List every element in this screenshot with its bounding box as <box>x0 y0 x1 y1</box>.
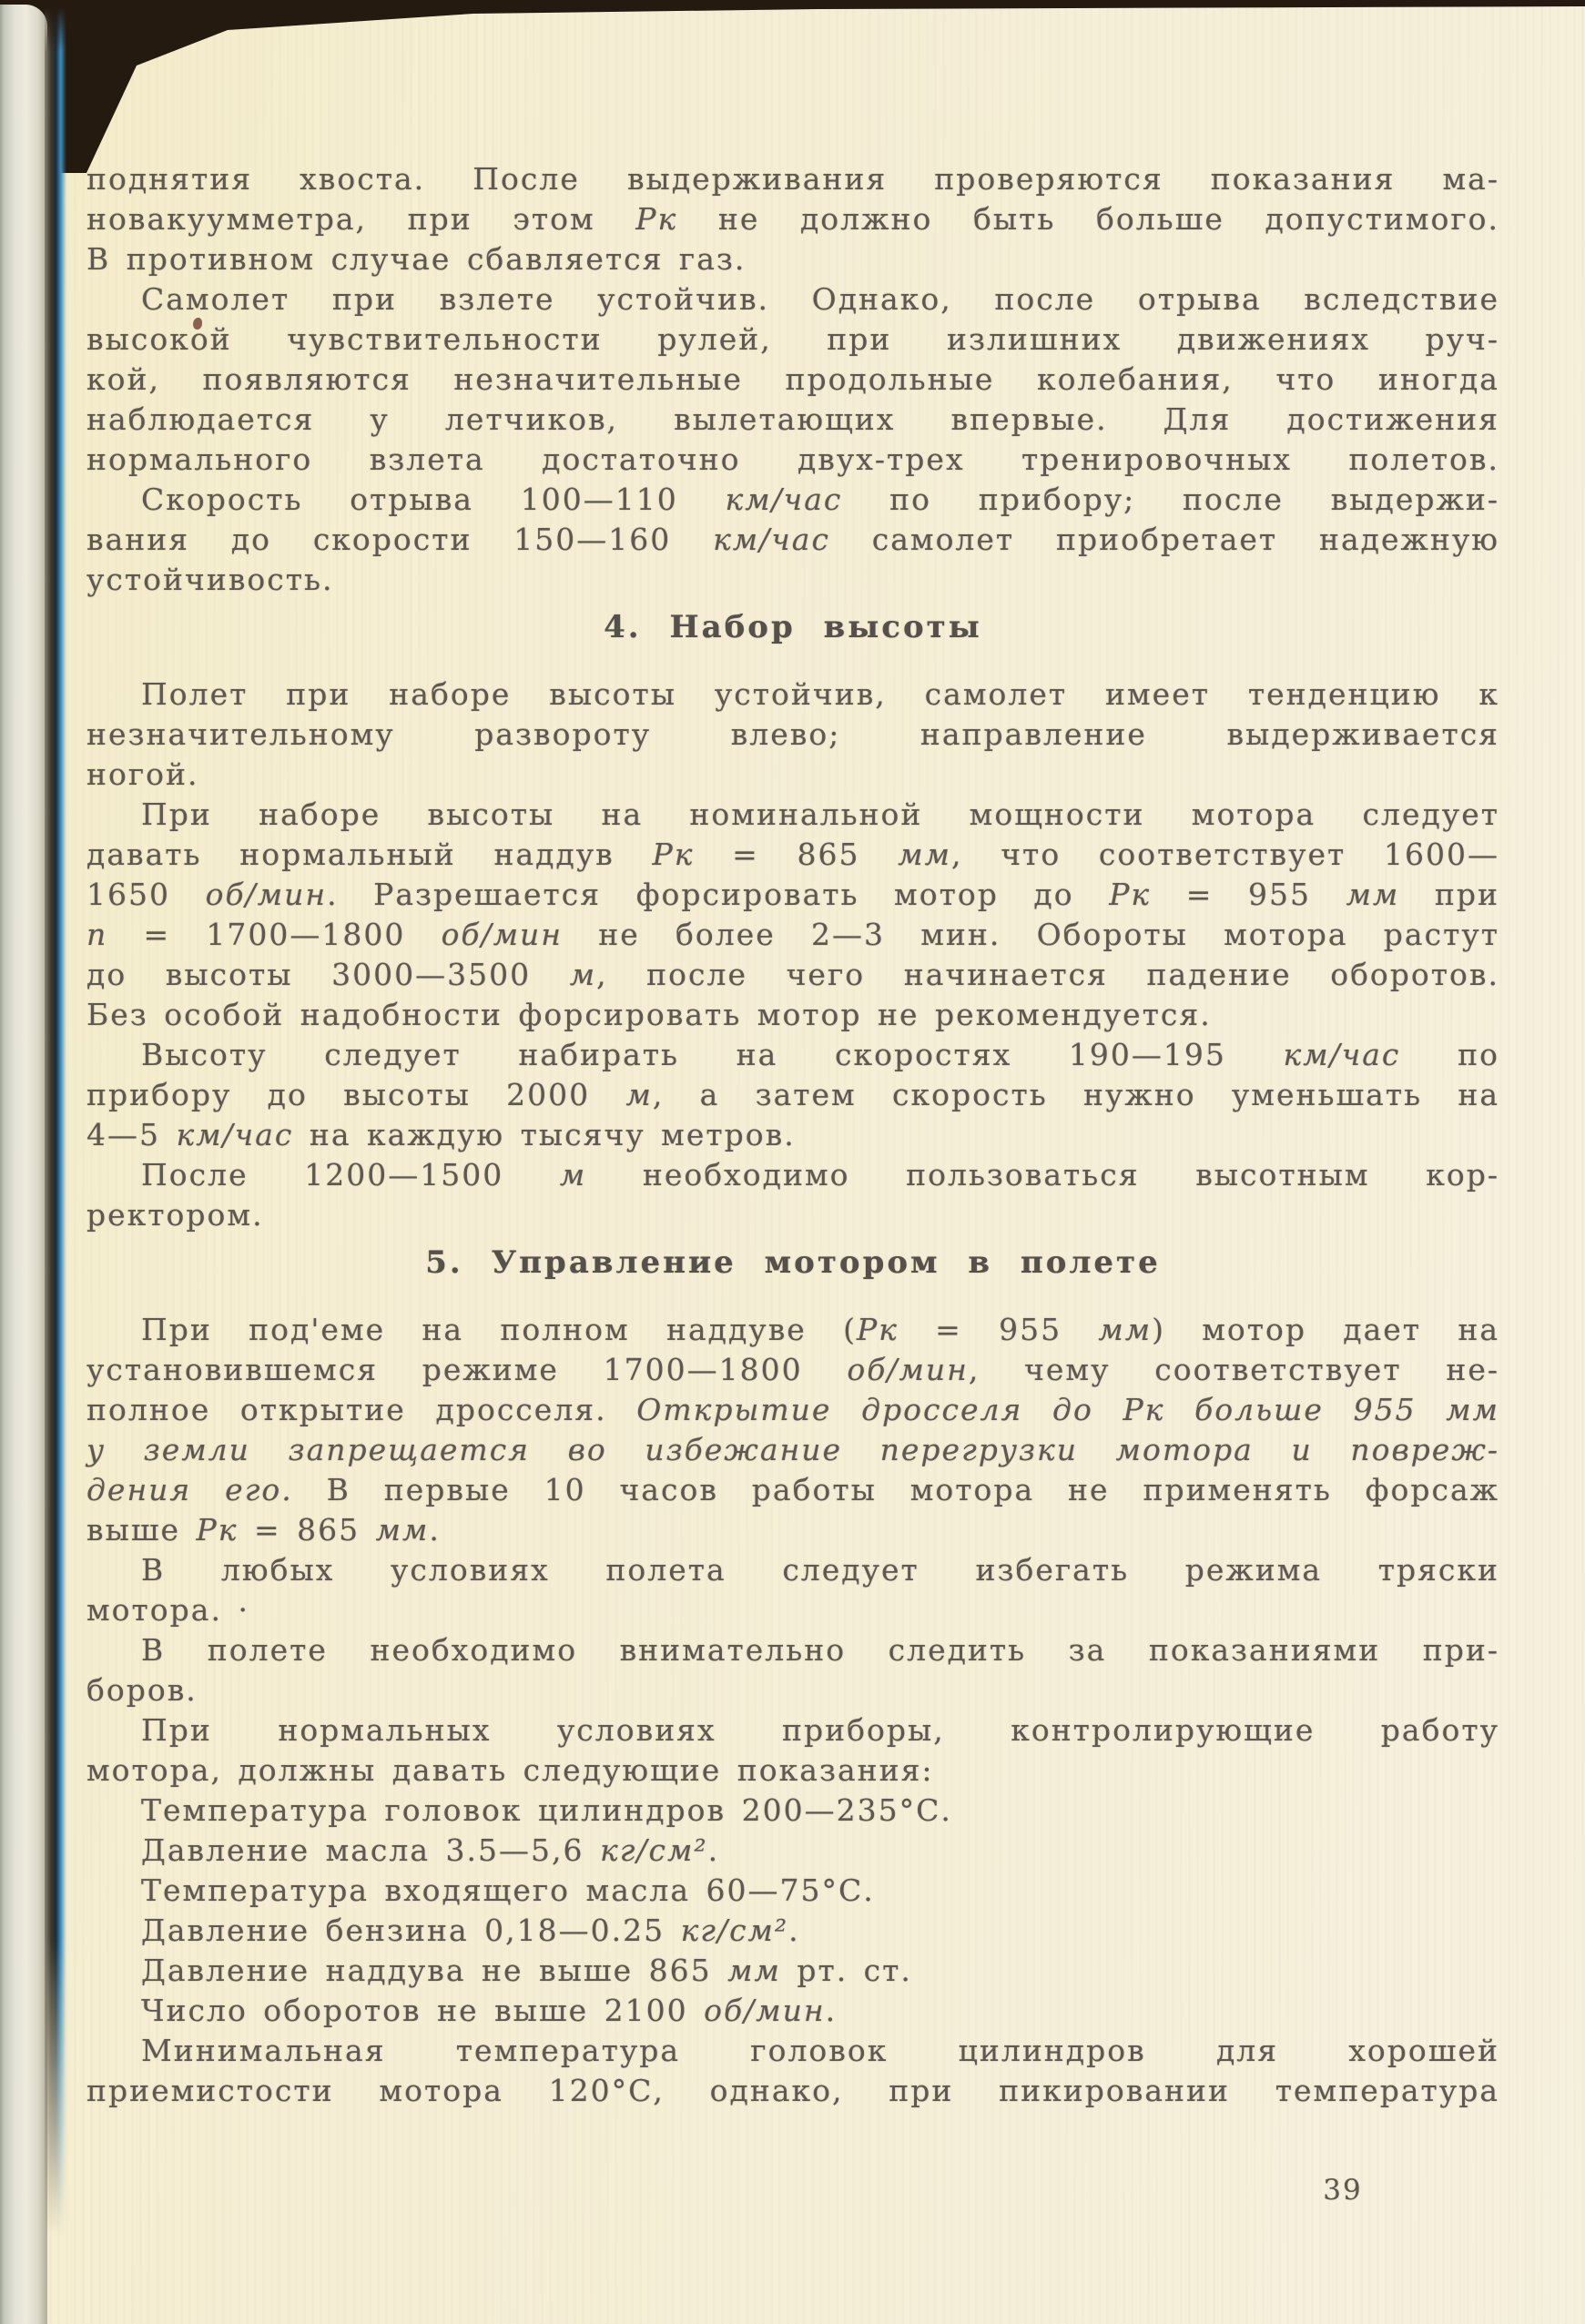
text-line: Самолет при взлете устойчив. Однако, после отрыва вследствие <box>141 281 1499 317</box>
text-line: Полет при наборе высоты устойчив, самолет имеет тенденцию к <box>141 676 1499 712</box>
text-line: мотора. · <box>86 1592 249 1628</box>
text-line: дения его. В первые 10 часов работы мотора не применять форсаж <box>86 1472 1500 1507</box>
text-line: вания до скорости 150—160 км/час самолет приобретает надежную <box>86 522 1499 557</box>
text-line: После 1200—1500 м необходимо пользоваться высотным кор- <box>141 1157 1499 1192</box>
text-line: Давление бензина 0,18—0.25 кг/см². <box>141 1913 800 1948</box>
section-heading: 5. Управление мотором в полете <box>425 1244 1161 1281</box>
text-line: Давление наддува не выше 865 мм рт. ст. <box>141 1953 912 1988</box>
text-line: Без особой надобности форсировать мотор не рекомендуется. <box>86 997 1212 1032</box>
text-line: давать нормальный наддув Рк = 865 мм, что соответствует 1600— <box>86 837 1499 872</box>
text-line: ногой. <box>86 756 199 792</box>
text-line: нормального взлета достаточно двух-трех тренировочных полетов. <box>86 441 1499 477</box>
text-line: 4—5 км/час на каждую тысячу метров. <box>86 1117 796 1152</box>
text-line: В любых условиях полета следует избегать режима тряски <box>141 1552 1499 1588</box>
text-line: до высоты 3000—3500 м, после чего начинается падение оборотов. <box>86 957 1499 992</box>
text-line: При наборе высоты на номинальной мощности мотора следует <box>141 797 1499 832</box>
page-edge-strip <box>0 5 47 2324</box>
text-line: устойчивость. <box>86 562 334 597</box>
text-line: При нормальных условиях приборы, контролирующие работу <box>141 1712 1499 1748</box>
text-line: незначительному развороту влево; направление выдерживается <box>86 716 1499 752</box>
page-backdrop <box>0 0 1585 173</box>
text-line: кой, появляются незначительные продольные колебания, что иногда <box>86 361 1499 397</box>
text-line: приемистости мотора 120°С, однако, при пикировании температура <box>86 2073 1499 2108</box>
text-line: n = 1700—1800 об/мин не более 2—3 мин. Обороты мотора растут <box>86 917 1499 952</box>
text-line: боров. <box>86 1672 198 1708</box>
text-line: Температура входящего масла 60—75°С. <box>141 1872 875 1908</box>
text-line: полное открытие дросселя. Открытие дросселя до Рк больше 955 мм <box>86 1392 1499 1427</box>
text-line: В противном случае сбавляется газ. <box>86 241 747 277</box>
text-line: Минимальная температура головок цилиндров для хорошей <box>141 2033 1499 2068</box>
text-line: Давление масла 3.5—5,6 кг/см². <box>141 1832 720 1868</box>
text-line: прибору до высоты 2000 м, а затем скорость нужно уменьшать на <box>86 1077 1499 1112</box>
text-line: Температура головок цилиндров 200—235°С. <box>141 1792 952 1828</box>
text-line: у земли запрещается во избежание перегрузки мотора и повреж- <box>86 1432 1499 1467</box>
text-line: Число оборотов не выше 2100 об/мин. <box>141 1993 838 2028</box>
gutter-shadow <box>45 7 66 2256</box>
text-line: высокой чувствительности рулей, при излишних движениях руч- <box>86 321 1499 357</box>
text-line: ректором. <box>86 1197 264 1233</box>
text-line: наблюдается у летчиков, вылетающих впервые. Для достижения <box>86 401 1499 437</box>
text-line: В полете необходимо внимательно следить за показаниями при- <box>141 1632 1499 1668</box>
text-line: Высоту следует набирать на скоростях 190—195 км/час по <box>141 1037 1499 1072</box>
text-line: мотора, должны давать следующие показания: <box>86 1752 934 1788</box>
text-line: Скорость отрыва 100—110 км/час по прибору; после выдержи- <box>141 482 1499 517</box>
page-number: 39 <box>1323 2174 1363 2207</box>
text-line: При под'еме на полном наддуве (Рк = 955 мм) мотор дает на <box>141 1312 1499 1347</box>
text-line: поднятия хвоста. После выдерживания проверяются показания ма- <box>86 161 1499 197</box>
section-heading: 4. Набор высоты <box>604 609 982 645</box>
text-line: новакуумметра, при этом Рк не должно быть больше допустимого. <box>86 201 1500 237</box>
text-line: установившемся режиме 1700—1800 об/мин, чему соответствует не- <box>86 1352 1499 1387</box>
text-line: выше Рк = 865 мм. <box>86 1512 441 1548</box>
text-line: 1650 об/мин. Разрешается форсировать мотор до Рк = 955 мм при <box>86 877 1500 912</box>
text-block <box>86 159 1499 2111</box>
